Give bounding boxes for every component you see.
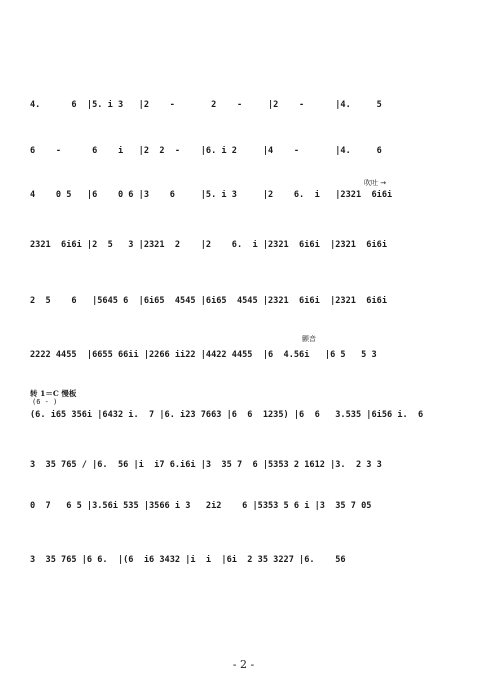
key-signature-note: (6 - ) [32, 398, 58, 406]
page-number: - 2 - [232, 658, 255, 671]
score-line-5: 2 5 6 |5645 6 |6i65 4545 |6i65 4545 |2321 6i6i |2321 6i6i [30, 296, 387, 306]
score-line-4: 2321 6i6i |2 5 3 |2321 2 |2 6. i |2321 6i6i |2321 6i6i [30, 240, 387, 250]
score-line-2: 6 - 6 i |2 2 - |6. i 2 |4 - |4. 6 [30, 146, 382, 156]
score-line-1: 4. 6 |5. i 3 |2 - 2 - |2 - |4. 5 [30, 100, 382, 110]
score-line-6: 2222 4455 |6655 66ii |2266 ii22 |4422 4455 |6 4.56i |6 5 5 3 [30, 350, 377, 360]
key-signature: 转 1＝C 慢板 [30, 389, 77, 398]
score-line-3: 4 0 5 |6 0 6 |3 6 |5. i 3 |2 6. i |2321 6i6i [30, 190, 393, 200]
score-line-7: (6. i65 356i |6432 i. 7 |6. i23 7663 |6 6 1235) |6 6 3.535 |6i56 i. 6 [30, 410, 424, 420]
score-line-10: 3 35 765 |6 6. |(6 i6 3432 |i i |6i 2 35 3227 |6. 56 [30, 555, 346, 565]
line3-annotation: 吹吐 → [364, 179, 387, 187]
line6-annotation: 颤音 [302, 335, 316, 343]
score-line-8: 3 35 765 / |6. 56 |i i7 6.i6i |3 35 7 6 |5353 2 1612 |3. 2 3 3 [30, 460, 382, 470]
score-line-9: 0 7 6 5 |3.56i 535 |3566 i 3 2i2 6 |5353 5 6 i |3 35 7 05 [30, 501, 372, 511]
